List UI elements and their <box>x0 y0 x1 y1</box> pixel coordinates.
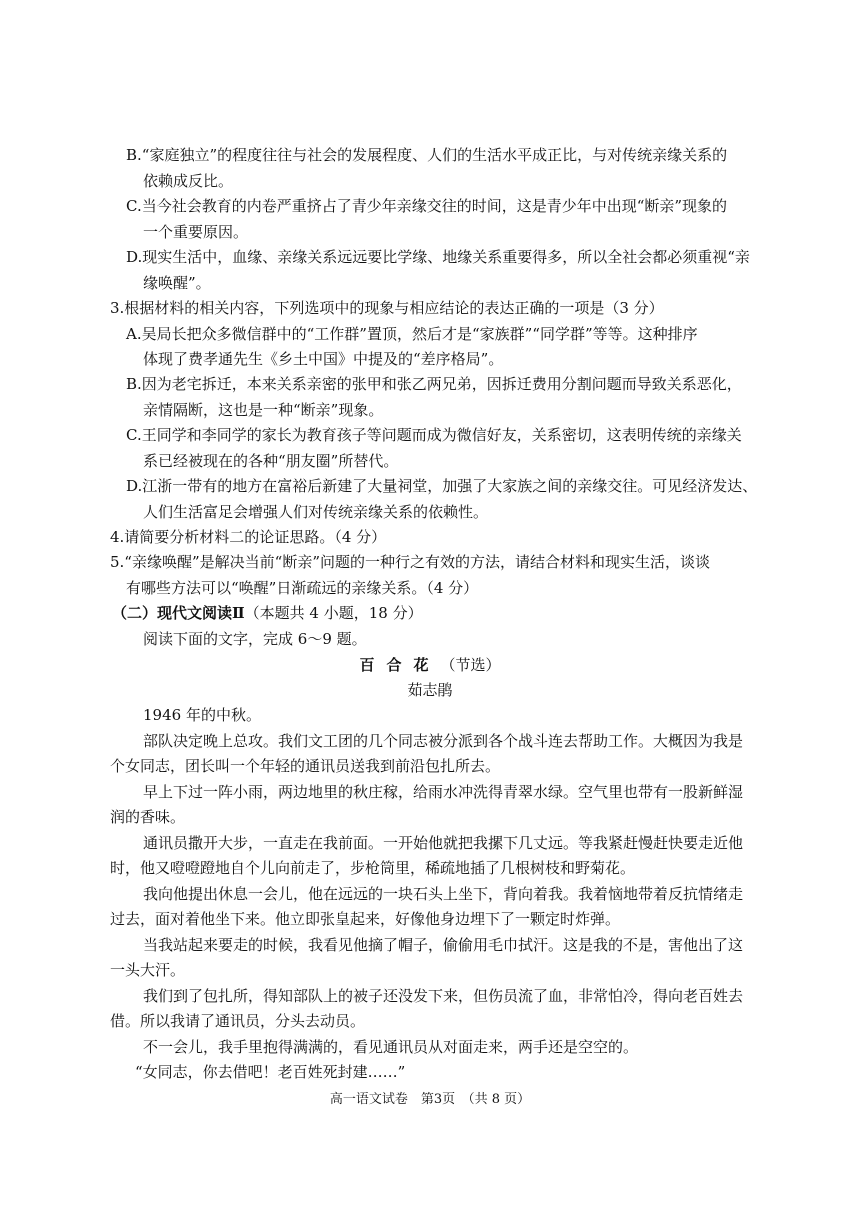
article-paragraph-cont: 过去，面对着他坐下来。他立即张皇起来，好像他身边埋下了一颗定时炸弹。 <box>110 910 621 928</box>
q5-line2: 有哪些方法可以“唤醒”日渐疏远的亲缘关系。（4 分） <box>126 579 479 597</box>
article-paragraph-cont: 一头大汗。 <box>110 961 186 979</box>
q3-option-d-line2: 人们生活富足会增强人们对传统亲缘关系的依赖性。 <box>143 503 489 521</box>
article-title <box>0 655 860 675</box>
q3-option-a-line2: 体现了费孝通先生《乡土中国》中提及的“差序格局”。 <box>143 350 504 368</box>
article-author: 茹志鹃 <box>407 681 453 699</box>
page-footer: 高一语文试卷 第3页 （共 8 页） <box>329 1092 531 1107</box>
q3-option-d-line1: D.江浙一带有的地方在富裕后新建了大量祠堂，加强了大家族之间的亲缘交往。可见经济发达、 <box>126 477 758 495</box>
q3-option-b-line2: 亲情隔断，这也是一种“断亲”现象。 <box>143 401 384 419</box>
q3-option-b-line1: B.因为老宅拆迁，本来关系亲密的张甲和张乙两兄弟，因拆迁费用分割问题而导致关系恶化， <box>126 375 742 393</box>
q2-option-c-line1: C.当今社会教育的内卷严重挤占了青少年亲缘交往的时间，这是青少年中出现“断亲”现象的 <box>126 197 728 215</box>
q4-stem: 4.请简要分析材料二的论证思路。（4 分） <box>110 528 387 546</box>
article-paragraph: “女同志，你去借吧！老百姓死封建……” <box>135 1063 406 1081</box>
q2-option-d-line2: 缘唤醒”。 <box>143 274 211 292</box>
article-paragraph: 1946 年的中秋。 <box>143 706 261 724</box>
q3-stem: 3.根据材料的相关内容，下列选项中的现象与相应结论的表达正确的一项是（3 分） <box>110 299 664 317</box>
section-heading-title: （二）现代文阅读Ⅱ <box>112 604 245 622</box>
article-paragraph-cont: 个女同志，团长叫一个年轻的通讯员送我到前沿包扎所去。 <box>110 757 501 775</box>
q2-option-c-line2: 一个重要原因。 <box>143 223 249 241</box>
section-instruction: 阅读下面的文字，完成 6～9 题。 <box>143 630 367 648</box>
article-paragraph: 不一会儿，我手里抱得满满的，看见通讯员从对面走来，两手还是空空的。 <box>143 1038 639 1056</box>
article-title-note: （节选） <box>440 656 501 674</box>
article-paragraph: 早上下过一阵小雨，两边地里的秋庄稼，给雨水冲洗得青翠水绿。空气里也带有一股新鲜湿 <box>143 783 744 801</box>
article-paragraph-cont: 时，他又噔噔蹬地自个儿向前走了，步枪筒里，稀疏地插了几根树枝和野菊花。 <box>110 859 636 877</box>
article-paragraph: 当我站起来要走的时候，我看见他摘了帽子，偷偷用毛巾拭汗。这是我的不是，害他出了这 <box>143 936 744 954</box>
article-paragraph: 部队决定晚上总攻。我们文工团的几个同志被分派到各个战斗连去帮助工作。大概因为我是 <box>143 732 744 750</box>
section-heading <box>112 603 423 623</box>
q2-option-b-line1: B.“家庭独立”的程度往往与社会的发展程度、人们的生活水平成正比，与对传统亲缘关系的 <box>126 146 728 164</box>
article-paragraph: 我们到了包扎所，得知部队上的被子还没发下来，但伤员流了血，非常怕冷，得向老百姓去 <box>143 987 744 1005</box>
article-paragraph-cont: 借。所以我请了通讯员，分头去动员。 <box>110 1012 366 1030</box>
section-heading-note: （本题共 4 小题，18 分） <box>244 604 423 622</box>
article-paragraph-cont: 润的香味。 <box>110 808 186 826</box>
article-paragraph: 通讯员撒开大步，一直走在我前面。一开始他就把我摞下几丈远。等我紧赶慢赶快要走近他 <box>143 834 744 852</box>
q5-line1: 5.“亲缘唤醒”是解决当前“断亲”问题的一种行之有效的方法，请结合材料和现实生活，谈谈 <box>110 553 710 571</box>
q3-option-c-line2: 系已经被现在的各种“朋友圈”所替代。 <box>143 452 399 470</box>
q3-option-a-line1: A.吴局长把众多微信群中的“工作群”置顶，然后才是“家族群”“同学群”等等。这种排序 <box>126 325 698 343</box>
q2-option-b-line2: 依赖成反比。 <box>143 172 234 190</box>
article-title-text: 百合花 <box>359 656 441 674</box>
q3-option-c-line1: C.王同学和李同学的家长为教育孩子等问题而成为微信好友，关系密切，这表明传统的亲缘关 <box>126 426 742 444</box>
article-paragraph: 我向他提出休息一会儿，他在远远的一块石头上坐下，背向着我。我着恼地带着反抗情绪走 <box>143 885 744 903</box>
q2-option-d-line1: D.现实生活中，血缘、亲缘关系远远要比学缘、地缘关系重要得多，所以全社会都必须重视“亲 <box>126 248 750 266</box>
